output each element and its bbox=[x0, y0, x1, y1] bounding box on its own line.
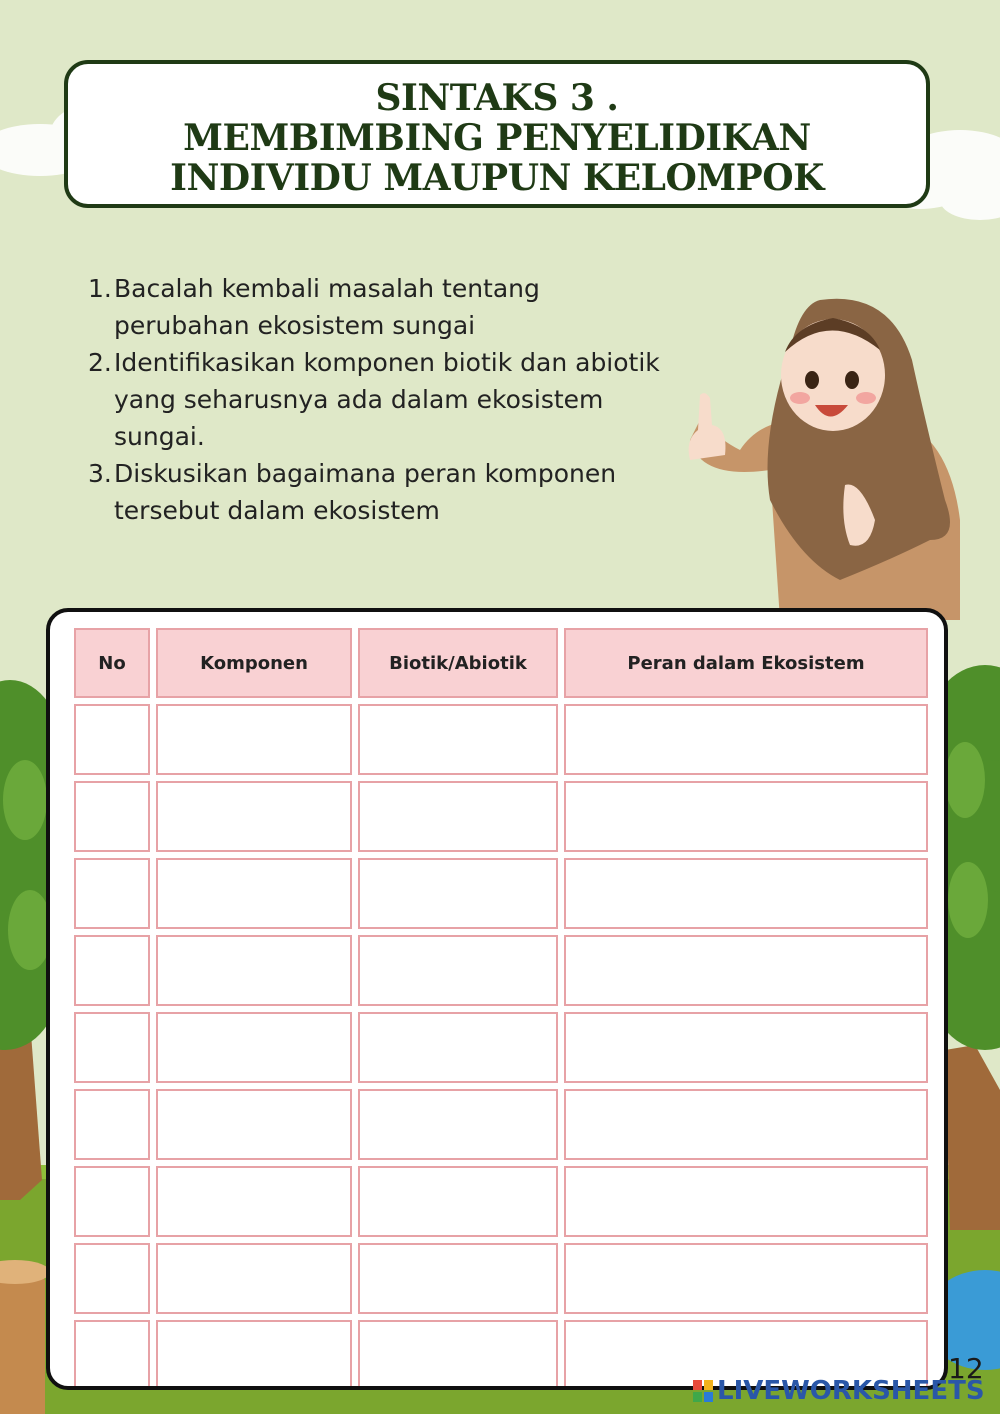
brand-watermark bbox=[693, 1376, 985, 1406]
cell-peran[interactable] bbox=[564, 858, 928, 929]
cell-biotik-abiotik[interactable] bbox=[358, 1012, 558, 1083]
instructions-list bbox=[88, 270, 688, 529]
header-no: No bbox=[74, 628, 150, 698]
worksheet-table-card bbox=[46, 608, 948, 1390]
instruction-line: tersebut dalam ekosistem bbox=[114, 496, 440, 525]
instruction-item bbox=[88, 344, 688, 455]
cell-biotik-abiotik[interactable] bbox=[358, 704, 558, 775]
cell-komponen[interactable] bbox=[156, 1243, 352, 1314]
cell-komponen[interactable] bbox=[156, 704, 352, 775]
instruction-line: Bacalah kembali masalah tentang bbox=[114, 274, 540, 303]
cell-komponen[interactable] bbox=[156, 935, 352, 1006]
instruction-line: Identifikasikan komponen biotik dan abiotik bbox=[114, 348, 660, 377]
header-komponen: Komponen bbox=[156, 628, 352, 698]
table-row bbox=[74, 1012, 928, 1083]
teacher-illustration bbox=[689, 299, 960, 620]
table-header-row bbox=[74, 628, 928, 698]
cell-no[interactable] bbox=[74, 935, 150, 1006]
cell-komponen[interactable] bbox=[156, 858, 352, 929]
cell-biotik-abiotik[interactable] bbox=[358, 781, 558, 852]
cell-komponen[interactable] bbox=[156, 1012, 352, 1083]
cell-peran[interactable] bbox=[564, 1012, 928, 1083]
cell-komponen[interactable] bbox=[156, 1166, 352, 1237]
cell-no[interactable] bbox=[74, 781, 150, 852]
instruction-item bbox=[88, 270, 688, 344]
cell-no[interactable] bbox=[74, 1243, 150, 1314]
cell-no[interactable] bbox=[74, 704, 150, 775]
cell-peran[interactable] bbox=[564, 704, 928, 775]
title-box bbox=[64, 60, 930, 208]
cell-biotik-abiotik[interactable] bbox=[358, 1166, 558, 1237]
cell-peran[interactable] bbox=[564, 935, 928, 1006]
cell-no[interactable] bbox=[74, 1012, 150, 1083]
title-line-2: MEMBIMBING PENYELIDIKAN bbox=[183, 117, 811, 159]
header-peran: Peran dalam Ekosistem bbox=[564, 628, 928, 698]
liveworksheets-logo-icon bbox=[693, 1380, 713, 1402]
cell-no[interactable] bbox=[74, 858, 150, 929]
instruction-line: perubahan ekosistem sungai bbox=[114, 311, 476, 340]
cell-komponen[interactable] bbox=[156, 1320, 352, 1390]
cell-peran[interactable] bbox=[564, 1166, 928, 1237]
cell-peran[interactable] bbox=[564, 781, 928, 852]
cell-peran[interactable] bbox=[564, 1243, 928, 1314]
cell-peran[interactable] bbox=[564, 1089, 928, 1160]
brand-text: LIVEWORKSHEETS bbox=[717, 1376, 985, 1406]
instruction-line: Diskusikan bagaimana peran komponen bbox=[114, 459, 617, 488]
instruction-line: yang seharusnya ada dalam ekosistem bbox=[114, 385, 604, 414]
cell-no[interactable] bbox=[74, 1089, 150, 1160]
cell-biotik-abiotik[interactable] bbox=[358, 1243, 558, 1314]
table-row bbox=[74, 935, 928, 1006]
instruction-item bbox=[88, 455, 688, 529]
cell-no[interactable] bbox=[74, 1320, 150, 1390]
header-biotik-abiotik: Biotik/Abiotik bbox=[358, 628, 558, 698]
instruction-line: sungai. bbox=[114, 422, 205, 451]
table-row bbox=[74, 1166, 928, 1237]
title-line-1: SINTAKS 3 . bbox=[375, 77, 619, 119]
table-body bbox=[74, 704, 928, 1390]
table-row bbox=[74, 858, 928, 929]
cell-biotik-abiotik[interactable] bbox=[358, 935, 558, 1006]
cell-no[interactable] bbox=[74, 1166, 150, 1237]
table-row bbox=[74, 1243, 928, 1314]
cell-biotik-abiotik[interactable] bbox=[358, 1320, 558, 1390]
table-row bbox=[74, 704, 928, 775]
table-row bbox=[74, 1089, 928, 1160]
worksheet-table bbox=[68, 622, 934, 1390]
title-line-3: INDIVIDU MAUPUN KELOMPOK bbox=[170, 157, 824, 199]
page-number: 12 bbox=[948, 1352, 984, 1385]
instruction-number: 2. bbox=[88, 348, 112, 377]
cell-biotik-abiotik[interactable] bbox=[358, 1089, 558, 1160]
instruction-number: 3. bbox=[88, 459, 112, 488]
instruction-number: 1. bbox=[88, 274, 112, 303]
cell-biotik-abiotik[interactable] bbox=[358, 858, 558, 929]
cell-komponen[interactable] bbox=[156, 781, 352, 852]
table-row bbox=[74, 781, 928, 852]
cell-komponen[interactable] bbox=[156, 1089, 352, 1160]
